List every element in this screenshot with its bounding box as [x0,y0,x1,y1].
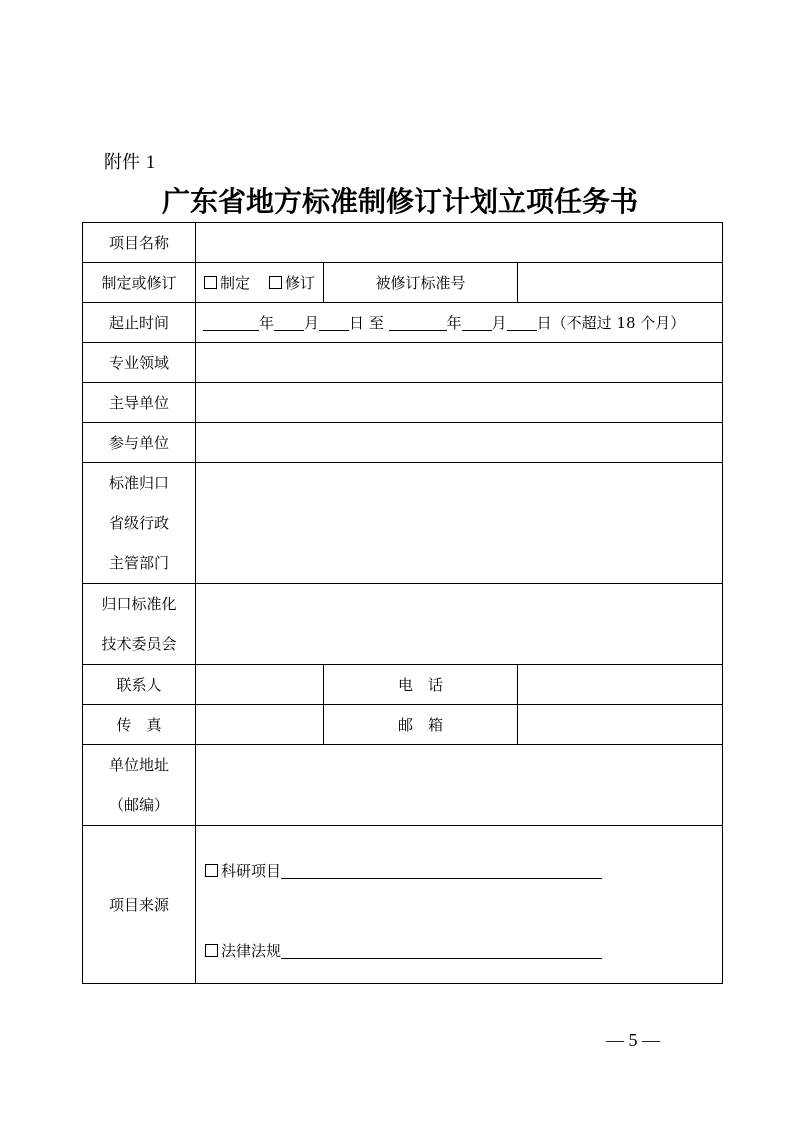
attachment-label: 附件 1 [104,152,156,173]
checkbox-research[interactable] [205,864,218,877]
field-input[interactable] [196,343,723,383]
admin-dept-field[interactable] [196,463,723,584]
source-option-research: 科研项目 [205,861,722,881]
end-day-blank[interactable] [507,316,537,331]
contact-field[interactable] [196,665,324,705]
committee-label: 归口标准化 技术委员会 [83,584,196,665]
address-label: 单位地址 （邮编） [83,745,196,826]
document-title: 广东省地方标准制修订计划立项任务书 [161,185,638,218]
option-create-label: 制定 [219,274,250,292]
option-revise-label: 修订 [285,274,316,292]
participant-field[interactable] [196,423,723,463]
lead-unit-label: 主导单位 [83,383,196,423]
admin-dept-label: 标准归口 省级行政 主管部门 [83,463,196,584]
contact-label: 联系人 [83,665,196,705]
start-year-blank[interactable] [203,316,259,331]
research-blank[interactable] [281,863,602,879]
fax-label: 传 真 [83,705,196,745]
checkbox-law[interactable] [205,944,218,957]
start-month-blank[interactable] [274,316,304,331]
start-day-blank[interactable] [319,316,349,331]
end-month-blank[interactable] [462,316,492,331]
committee-field[interactable] [196,584,723,665]
attachment-number: 1 [145,152,156,173]
period-note: （不超过 18 个月） [551,314,686,332]
source-options [196,826,723,984]
page-number: — 5 — [606,1030,660,1050]
checkbox-revise[interactable] [269,276,282,289]
phone-field[interactable] [518,665,723,705]
field-label: 专业领域 [83,343,196,383]
end-year-blank[interactable] [389,316,447,331]
email-field[interactable] [518,705,723,745]
lead-unit-field[interactable] [196,383,723,423]
participant-label: 参与单位 [83,423,196,463]
type-options [196,263,324,303]
source-label: 项目来源 [83,826,196,984]
law-blank[interactable] [281,943,602,959]
revised-std-no-field[interactable] [518,263,723,303]
project-name-label: 项目名称 [83,223,196,263]
period-field[interactable]: 年 月 日 至 年 月 日（不超过 18 个月） [196,303,723,343]
address-field[interactable] [196,745,723,826]
source-option-law: 法律法规 [205,941,722,961]
fax-field[interactable] [196,705,324,745]
project-name-field[interactable] [196,223,723,263]
period-label: 起止时间 [83,303,196,343]
revised-std-no-label: 被修订标准号 [324,263,518,303]
checkbox-create[interactable] [204,276,217,289]
project-task-form [82,222,723,984]
type-label: 制定或修订 [83,263,196,303]
email-label: 邮 箱 [324,705,518,745]
phone-label: 电 话 [324,665,518,705]
